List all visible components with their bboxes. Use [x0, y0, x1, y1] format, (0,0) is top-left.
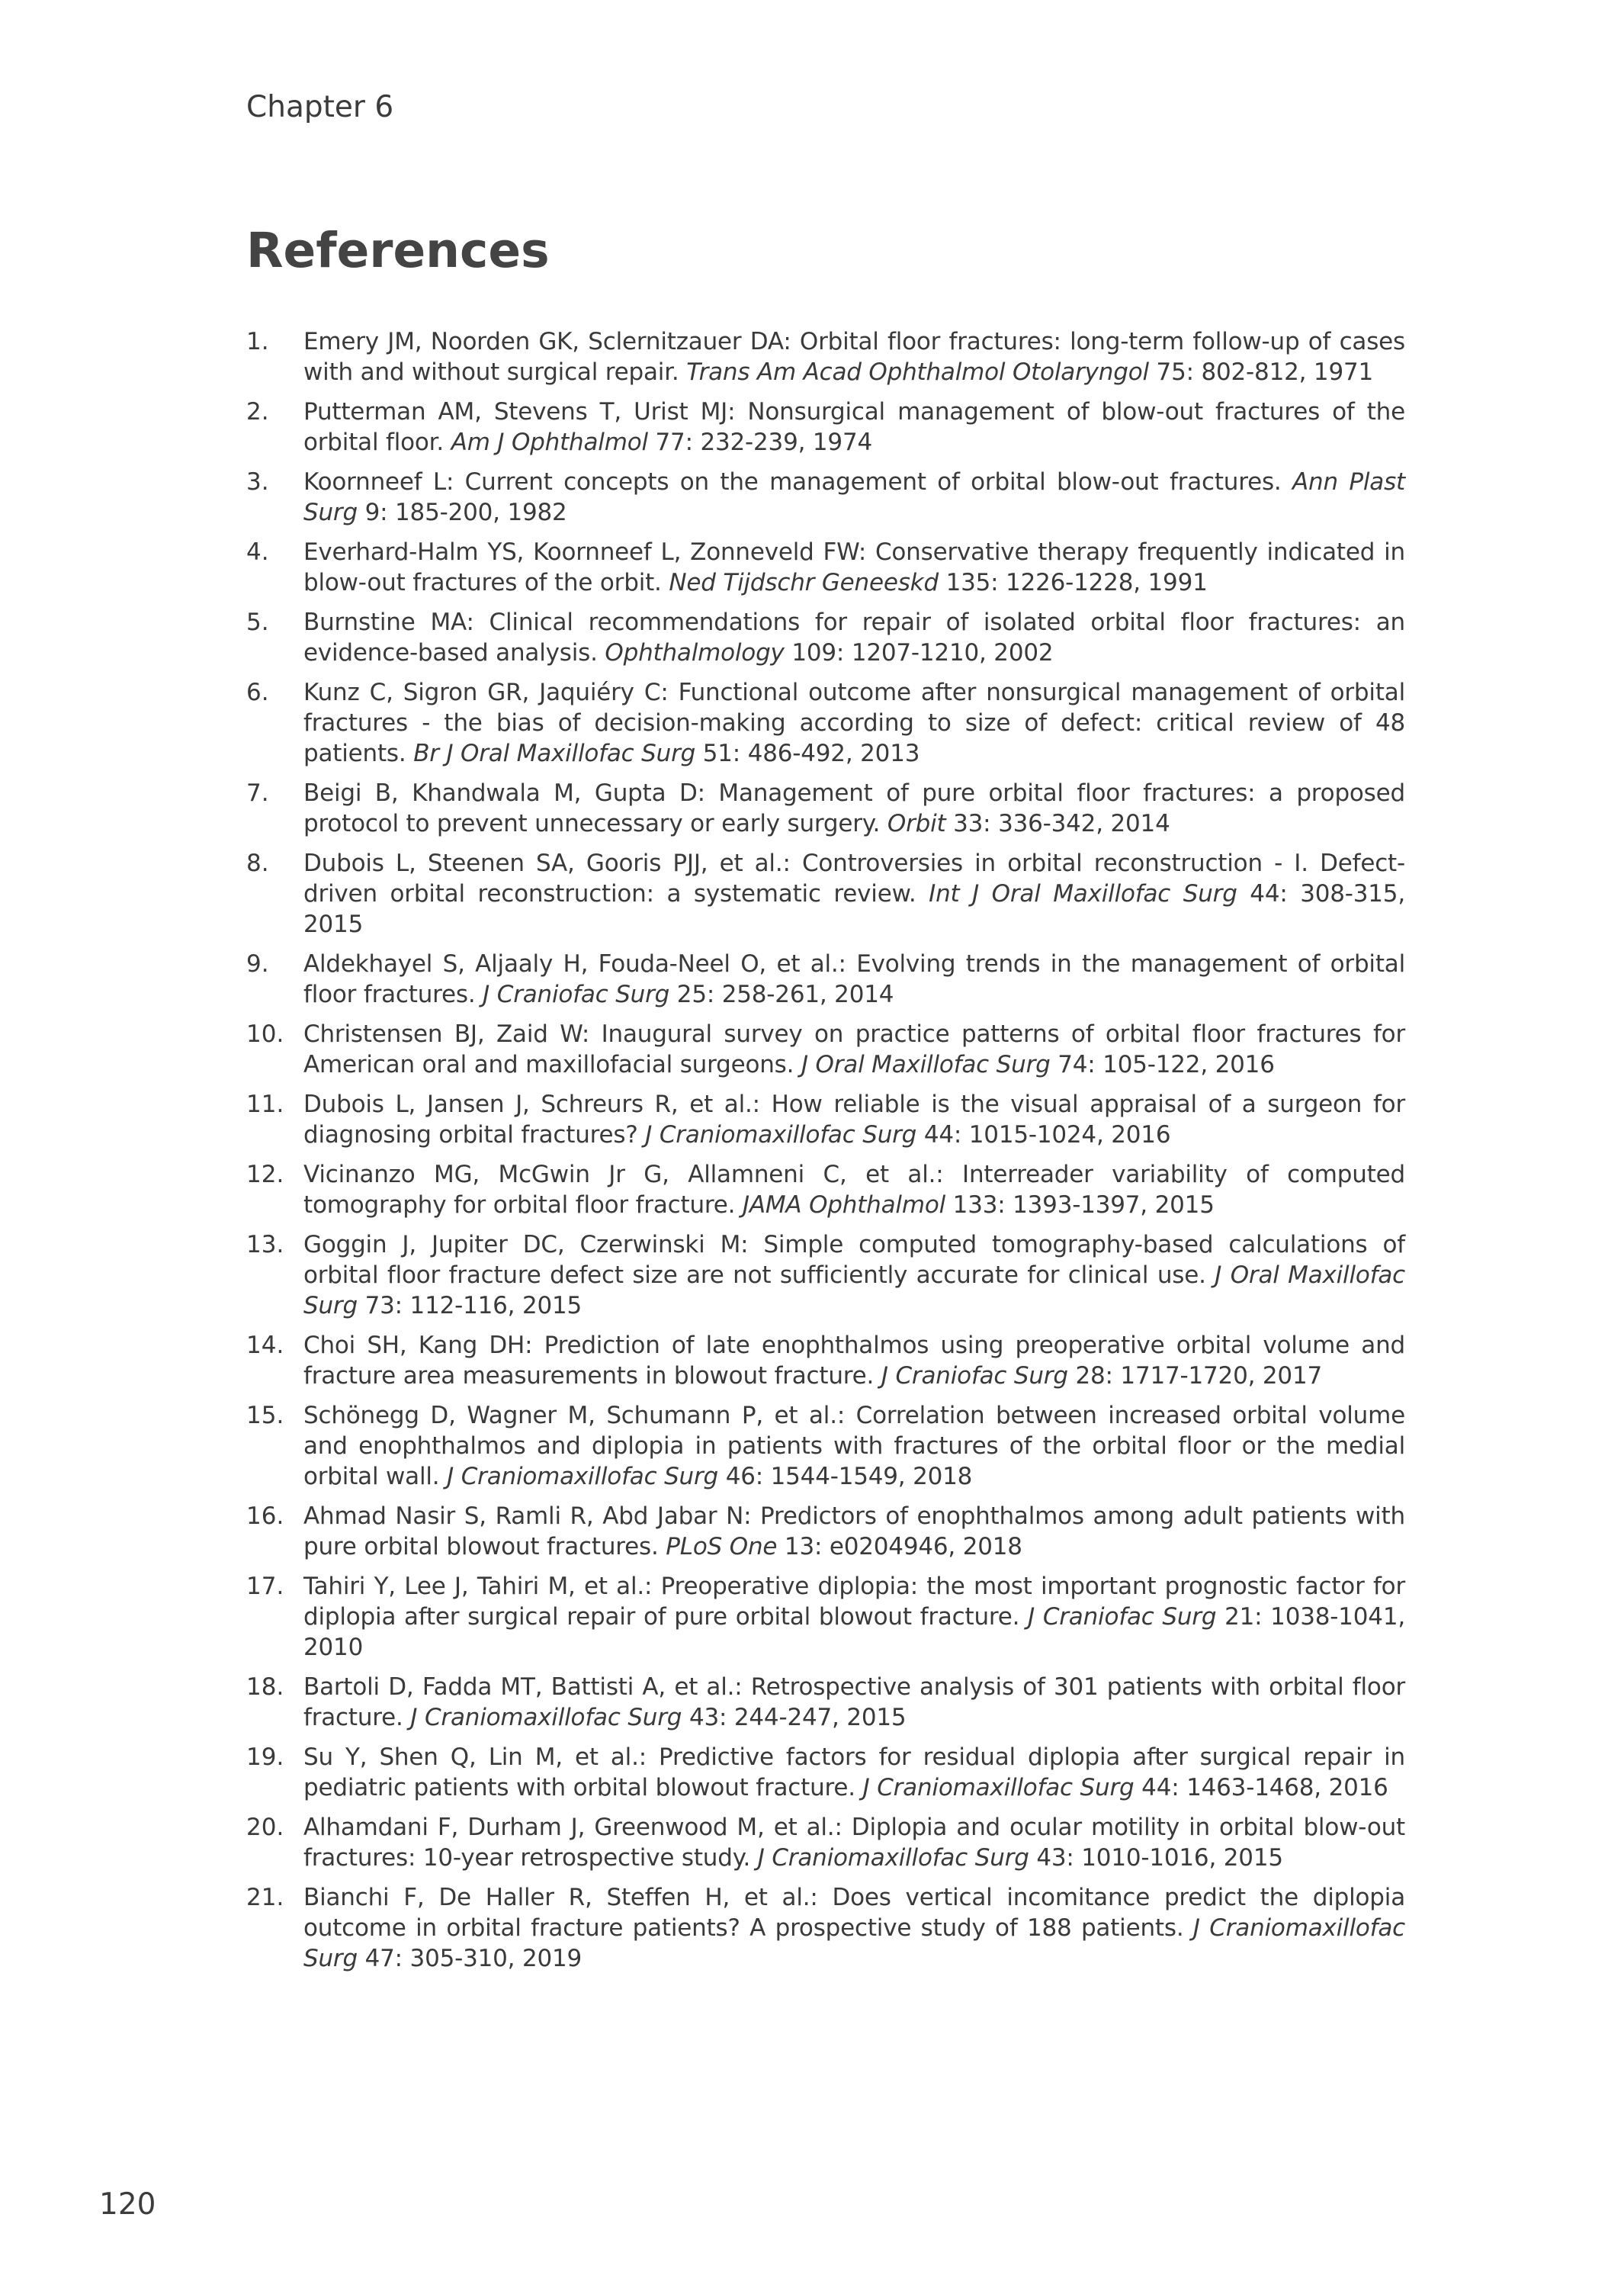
reference-text [303, 607, 1405, 668]
reference-item [246, 1019, 1405, 1080]
reference-text [303, 1742, 1405, 1803]
reference-text [303, 1330, 1405, 1391]
reference-text [303, 778, 1405, 839]
reference-authors-title: Choi SH, Kang DH: Prediction of late enophthalmos using preoperative orbital volume and fracture area measurements in blowout fracture. [303, 1332, 1405, 1390]
reference-authors-title: Dubois L, Jansen J, Schreurs R, et al.: How reliable is the visual appraisal of a surgeon for diagnosing orbital fractures? [303, 1091, 1405, 1149]
reference-details: 33: 336-342, 2014 [953, 810, 1170, 837]
reference-authors-title: Dubois L, Steenen SA, Gooris PJJ, et al.: Controversies in orbital reconstruction - I. Defect-driven orbital reconstruction: a systematic review. [303, 850, 1405, 908]
reference-number: 11. [246, 1091, 284, 1118]
reference-item [246, 1330, 1405, 1391]
reference-journal: J Oral Maxillofac Surg [303, 1261, 1405, 1319]
reference-number: 4. [246, 538, 269, 566]
reference-number: 2. [246, 398, 269, 426]
reference-details: 44: 308-315, 2015 [303, 880, 1405, 938]
running-header: Chapter 6 [246, 90, 394, 124]
reference-text [303, 1159, 1405, 1220]
reference-number: 13. [246, 1231, 284, 1258]
reference-details: 44: 1015-1024, 2016 [923, 1121, 1171, 1149]
reference-item [246, 1742, 1405, 1803]
reference-text [303, 1019, 1405, 1080]
reference-journal: J Craniofac Surg [1028, 1603, 1217, 1631]
reference-number: 16. [246, 1502, 284, 1530]
reference-journal: PLoS One [666, 1533, 778, 1560]
reference-number: 3. [246, 468, 269, 496]
reference-text [303, 949, 1405, 1010]
reference-item [246, 1571, 1405, 1663]
reference-journal: Am J Ophthalmol [451, 429, 648, 456]
reference-journal: J Craniomaxillofac Surg [410, 1704, 682, 1731]
reference-item [246, 848, 1405, 940]
reference-details: 75: 802-812, 1971 [1156, 358, 1374, 386]
reference-text [303, 467, 1405, 528]
reference-number: 18. [246, 1673, 284, 1701]
reference-details: 13: e0204946, 2018 [784, 1533, 1022, 1560]
reference-number: 17. [246, 1573, 284, 1600]
page-number: 120 [99, 2187, 156, 2222]
reference-text [303, 1882, 1405, 1974]
reference-authors-title: Burnstine MA: Clinical recommendations for repair of isolated orbital floor fractures: an evidence-based analysis. [303, 609, 1405, 667]
reference-details: 47: 305-310, 2019 [364, 1945, 583, 1972]
reference-authors-title: Bartoli D, Fadda MT, Battisti A, et al.: Retrospective analysis of 301 patients with orbital floor fracture. [303, 1673, 1405, 1731]
reference-authors-title: Ahmad Nasir S, Ramli R, Abd Jabar N: Predictors of enophthalmos among adult patients with pure orbital blowout fractures. [303, 1502, 1405, 1560]
reference-authors-title: Beigi B, Khandwala M, Gupta D: Management of pure orbital floor fractures: a proposed protocol to prevent unnecessary or early surgery. [303, 779, 1405, 837]
reference-authors-title: Emery JM, Noorden GK, Sclernitzauer DA: Orbital floor fractures: long-term follow-up of cases with and without surgical repair. [303, 328, 1405, 386]
reference-details: 73: 112-116, 2015 [364, 1292, 583, 1319]
reference-number: 20. [246, 1814, 284, 1841]
reference-text [303, 397, 1405, 458]
reference-journal: Trans Am Acad Ophthalmol Otolaryngol [686, 358, 1149, 386]
reference-item [246, 326, 1405, 387]
reference-number: 5. [246, 609, 269, 636]
reference-journal: J Craniomaxillofac Surg [862, 1774, 1135, 1801]
reference-number: 12. [246, 1161, 284, 1188]
reference-journal: J Craniofac Surg [881, 1362, 1068, 1390]
reference-item [246, 949, 1405, 1010]
reference-item [246, 537, 1405, 598]
reference-authors-title: Su Y, Shen Q, Lin M, et al.: Predictive factors for residual diplopia after surgical repair in pediatric patients with orbital blowout fracture. [303, 1743, 1405, 1801]
reference-number: 14. [246, 1332, 284, 1359]
reference-journal: JAMA Ophthalmol [742, 1191, 946, 1219]
reference-number: 15. [246, 1402, 284, 1429]
section-title: References [246, 223, 550, 278]
reference-item [246, 1229, 1405, 1321]
reference-authors-title: Aldekhayel S, Aljaaly H, Fouda-Neel O, et al.: Evolving trends in the management of orbital floor fractures. [303, 950, 1405, 1008]
reference-authors-title: Koornneef L: Current concepts on the management of orbital blow-out fractures. [303, 468, 1282, 496]
reference-text [303, 326, 1405, 387]
reference-text [303, 1089, 1405, 1150]
reference-details: 77: 232-239, 1974 [655, 429, 873, 456]
reference-list [246, 326, 1405, 1983]
reference-details: 51: 486-492, 2013 [702, 740, 920, 767]
reference-details: 133: 1393-1397, 2015 [952, 1191, 1215, 1219]
reference-item [246, 1672, 1405, 1733]
reference-journal: Orbit [887, 810, 946, 837]
reference-details: 74: 105-122, 2016 [1058, 1051, 1275, 1078]
reference-details: 43: 1010-1016, 2015 [1036, 1844, 1283, 1872]
reference-text [303, 537, 1405, 598]
reference-journal: J Craniomaxillofac Surg [447, 1463, 719, 1490]
reference-item [246, 1812, 1405, 1873]
reference-text [303, 1229, 1405, 1321]
reference-authors-title: Vicinanzo MG, McGwin Jr G, Allamneni C, et al.: Interreader variability of computed tomography for orbital floor fracture. [303, 1161, 1405, 1219]
reference-journal: Ned Tijdschr Geneeskd [669, 569, 939, 596]
reference-details: 44: 1463-1468, 2016 [1141, 1774, 1388, 1801]
reference-text [303, 1672, 1405, 1733]
reference-authors-title: Alhamdani F, Durham J, Greenwood M, et al.: Diplopia and ocular motility in orbital blow-out fractures: 10-year retrospective study. [303, 1814, 1405, 1872]
reference-journal: J Craniomaxillofac Surg [303, 1914, 1406, 1972]
reference-details: 28: 1717-1720, 2017 [1075, 1362, 1323, 1390]
reference-item [246, 607, 1405, 668]
reference-number: 1. [246, 328, 269, 355]
reference-number: 19. [246, 1743, 284, 1771]
reference-journal: J Oral Maxillofac Surg [801, 1051, 1051, 1078]
reference-number: 9. [246, 950, 269, 978]
reference-journal: Ann Plast Surg [303, 468, 1406, 526]
reference-text [303, 1812, 1405, 1873]
reference-number: 10. [246, 1020, 284, 1048]
reference-journal: J Craniomaxillofac Surg [645, 1121, 917, 1149]
reference-journal: J Craniofac Surg [483, 981, 670, 1008]
reference-details: 135: 1226-1228, 1991 [945, 569, 1208, 596]
reference-authors-title: Bianchi F, De Haller R, Steffen H, et al.: Does vertical incomitance predict the diplopia outcome in orbital fracture patients? A prospective study of 188 patients. [303, 1884, 1405, 1942]
reference-details: 109: 1207-1210, 2002 [791, 639, 1054, 667]
reference-number: 7. [246, 779, 269, 807]
reference-authors-title: Putterman AM, Stevens T, Urist MJ: Nonsurgical management of blow-out fractures of the orbital floor. [303, 398, 1405, 456]
reference-text [303, 848, 1405, 940]
reference-number: 8. [246, 850, 269, 877]
reference-item [246, 1400, 1405, 1492]
reference-item [246, 1089, 1405, 1150]
reference-details: 46: 1544-1549, 2018 [725, 1463, 973, 1490]
reference-authors-title: Tahiri Y, Lee J, Tahiri M, et al.: Preoperative diplopia: the most important prognostic factor for diplopia after surgical repair of pure orbital blowout fracture. [303, 1573, 1405, 1631]
reference-text [303, 1400, 1405, 1492]
reference-authors-title: Goggin J, Jupiter DC, Czerwinski M: Simple computed tomography-based calculations of orbital floor fracture defect size are not sufficiently accurate for clinical use. [303, 1231, 1405, 1289]
reference-authors-title: Christensen BJ, Zaid W: Inaugural survey on practice patterns of orbital floor fractures for American oral and maxillofacial surgeons. [303, 1020, 1405, 1078]
reference-journal: Int J Oral Maxillofac Surg [929, 880, 1237, 908]
reference-authors-title: Schönegg D, Wagner M, Schumann P, et al.: Correlation between increased orbital volume and enophthalmos and diplopia in patients with fractures of the orbital floor or the medial orbital wall. [303, 1402, 1405, 1490]
reference-item [246, 1159, 1405, 1220]
reference-authors-title: Everhard-Halm YS, Koornneef L, Zonneveld FW: Conservative therapy frequently indicated in blow-out fractures of the orbit. [303, 538, 1405, 596]
reference-journal: Br J Oral Maxillofac Surg [413, 740, 696, 767]
reference-details: 43: 244-247, 2015 [688, 1704, 907, 1731]
reference-item [246, 677, 1405, 769]
reference-item [246, 1501, 1405, 1562]
reference-item [246, 467, 1405, 528]
reference-number: 6. [246, 679, 269, 706]
reference-details: 9: 185-200, 1982 [364, 499, 567, 526]
reference-item [246, 397, 1405, 458]
reference-item [246, 778, 1405, 839]
reference-text [303, 677, 1405, 769]
reference-details: 25: 258-261, 2014 [676, 981, 894, 1008]
reference-number: 21. [246, 1884, 284, 1911]
reference-journal: Ophthalmology [605, 639, 785, 667]
reference-item [246, 1882, 1405, 1974]
reference-text [303, 1571, 1405, 1663]
reference-text [303, 1501, 1405, 1562]
reference-authors-title: Kunz C, Sigron GR, Jaquiéry C: Functional outcome after nonsurgical management of orbital fractures - the bias of decision-making according to size of defect: critical review of 48 patients. [303, 679, 1405, 767]
reference-details: 21: 1038-1041, 2010 [303, 1603, 1406, 1661]
reference-journal: J Craniomaxillofac Surg [757, 1844, 1029, 1872]
